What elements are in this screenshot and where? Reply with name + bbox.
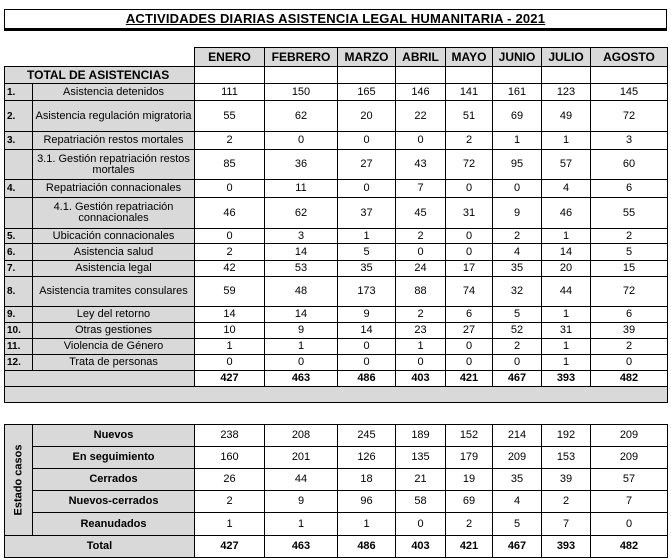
section-label: TOTAL DE ASISTENCIAS xyxy=(5,67,195,84)
activity-label: Repatriación connacionales xyxy=(33,180,195,198)
estado-value: 39 xyxy=(542,469,591,491)
header-empty-cell xyxy=(195,67,265,84)
activity-value: 17 xyxy=(446,261,493,277)
estado-value: 153 xyxy=(542,447,591,469)
activity-value: 6 xyxy=(591,180,668,198)
estado-value: 0 xyxy=(396,513,446,536)
estado-value: 209 xyxy=(493,447,542,469)
activity-label: Asistencia tramites consulares xyxy=(33,277,195,307)
activity-value: 20 xyxy=(338,101,396,132)
activity-label: Ubicación connacionales xyxy=(33,229,195,244)
activity-value: 1 xyxy=(542,355,591,371)
activity-value: 4 xyxy=(542,180,591,198)
total-value: 403 xyxy=(396,371,446,387)
activity-label: Asistencia regulación migratoria xyxy=(33,101,195,132)
activities-table xyxy=(4,47,668,403)
activity-row xyxy=(5,150,668,180)
activity-row xyxy=(5,339,668,355)
activity-value: 1 xyxy=(493,132,542,150)
estado-casos-table xyxy=(4,424,668,558)
activity-value: 146 xyxy=(396,84,446,101)
activity-value: 0 xyxy=(338,339,396,355)
activity-value: 44 xyxy=(542,277,591,307)
activity-value: 1 xyxy=(195,339,265,355)
estado-value: 57 xyxy=(591,469,668,491)
activity-value: 0 xyxy=(446,355,493,371)
activity-value: 150 xyxy=(265,84,338,101)
activity-value: 6 xyxy=(446,307,493,323)
total-value: 486 xyxy=(338,371,396,387)
month-header-row xyxy=(5,48,668,67)
estado-value: 7 xyxy=(591,491,668,513)
activity-value: 14 xyxy=(195,307,265,323)
activity-value: 0 xyxy=(591,355,668,371)
activity-row xyxy=(5,84,668,101)
activity-value: 3 xyxy=(591,132,668,150)
activity-value: 0 xyxy=(195,355,265,371)
estado-label: Nuevos-cerrados xyxy=(33,491,195,513)
activity-value: 43 xyxy=(396,150,446,180)
activity-value: 5 xyxy=(338,244,396,261)
activity-label: Asistencia legal xyxy=(33,261,195,277)
header-empty-cell xyxy=(542,67,591,84)
estado-value: 18 xyxy=(338,469,396,491)
estado-value: 208 xyxy=(265,425,338,447)
activity-number: 11. xyxy=(5,339,33,355)
activity-value: 0 xyxy=(493,355,542,371)
estado-row xyxy=(5,425,668,447)
activity-row xyxy=(5,244,668,261)
month-header: MAYO xyxy=(446,48,493,67)
estado-value: 26 xyxy=(195,469,265,491)
estado-value: 2 xyxy=(195,491,265,513)
activity-row xyxy=(5,180,668,198)
estado-value: 126 xyxy=(338,447,396,469)
activity-value: 2 xyxy=(591,229,668,244)
activity-number: 9. xyxy=(5,307,33,323)
estado-value: 189 xyxy=(396,425,446,447)
activity-value: 51 xyxy=(446,101,493,132)
activity-value: 5 xyxy=(591,244,668,261)
estado-label: En seguimiento xyxy=(33,447,195,469)
estado-value: 0 xyxy=(591,513,668,536)
activity-value: 1 xyxy=(542,339,591,355)
header-blank xyxy=(5,48,195,67)
activity-value: 9 xyxy=(493,198,542,229)
activity-value: 1 xyxy=(542,132,591,150)
activity-value: 46 xyxy=(542,198,591,229)
activity-value: 0 xyxy=(446,339,493,355)
activity-value: 55 xyxy=(591,198,668,229)
total-value: 482 xyxy=(591,371,668,387)
estado-row xyxy=(5,469,668,491)
activity-value: 2 xyxy=(591,339,668,355)
total-value: 467 xyxy=(493,371,542,387)
activity-value: 20 xyxy=(542,261,591,277)
activity-value: 74 xyxy=(446,277,493,307)
activity-value: 2 xyxy=(396,307,446,323)
activity-value: 55 xyxy=(195,101,265,132)
activity-label: 4.1. Gestión repatriación connacionales xyxy=(33,198,195,229)
activity-value: 53 xyxy=(265,261,338,277)
activity-value: 69 xyxy=(493,101,542,132)
estado-value: 35 xyxy=(493,469,542,491)
activity-value: 0 xyxy=(338,355,396,371)
activity-number: 7. xyxy=(5,261,33,277)
month-header: AGOSTO xyxy=(591,48,668,67)
header-empty-cell xyxy=(446,67,493,84)
header-empty-cell xyxy=(396,67,446,84)
activity-value: 22 xyxy=(396,101,446,132)
activity-value: 0 xyxy=(396,355,446,371)
estado-value: 214 xyxy=(493,425,542,447)
activity-value: 0 xyxy=(265,355,338,371)
separator-band xyxy=(5,387,668,403)
estado-value: 96 xyxy=(338,491,396,513)
estado-value: 58 xyxy=(396,491,446,513)
activity-value: 36 xyxy=(265,150,338,180)
activity-value: 72 xyxy=(591,277,668,307)
activity-value: 62 xyxy=(265,198,338,229)
activity-number: 10. xyxy=(5,323,33,339)
month-header: MARZO xyxy=(338,48,396,67)
month-header: JUNIO xyxy=(493,48,542,67)
estado-total-value: 467 xyxy=(493,536,542,558)
activity-value: 0 xyxy=(493,180,542,198)
activity-value: 10 xyxy=(195,323,265,339)
estado-row xyxy=(5,491,668,513)
activity-value: 31 xyxy=(542,323,591,339)
activity-value: 3 xyxy=(265,229,338,244)
activity-value: 2 xyxy=(195,244,265,261)
activity-label: Repatriación restos mortales xyxy=(33,132,195,150)
activity-value: 60 xyxy=(591,150,668,180)
activity-number: 5. xyxy=(5,229,33,244)
totals-row xyxy=(5,371,668,387)
activity-value: 2 xyxy=(446,132,493,150)
activity-value: 0 xyxy=(446,180,493,198)
estado-row xyxy=(5,513,668,536)
activity-value: 49 xyxy=(542,101,591,132)
report-title-bar xyxy=(4,9,667,31)
month-header: JULIO xyxy=(542,48,591,67)
estado-value: 238 xyxy=(195,425,265,447)
activity-row xyxy=(5,323,668,339)
estado-label: Nuevos xyxy=(33,425,195,447)
activity-value: 1 xyxy=(265,339,338,355)
estado-value: 209 xyxy=(591,447,668,469)
estado-value: 2 xyxy=(446,513,493,536)
activity-value: 0 xyxy=(195,180,265,198)
activity-value: 42 xyxy=(195,261,265,277)
estado-total-value: 421 xyxy=(446,536,493,558)
activity-value: 72 xyxy=(446,150,493,180)
estado-total-label: Total xyxy=(5,536,195,558)
activity-row xyxy=(5,229,668,244)
estado-row xyxy=(5,447,668,469)
activity-value: 1 xyxy=(338,229,396,244)
estado-value: 152 xyxy=(446,425,493,447)
estado-label: Cerrados xyxy=(33,469,195,491)
estado-value: 179 xyxy=(446,447,493,469)
activity-row xyxy=(5,307,668,323)
header-empty-cell xyxy=(265,67,338,84)
activity-value: 14 xyxy=(542,244,591,261)
separator-row xyxy=(5,387,668,403)
section-label-row xyxy=(5,67,668,84)
estado-total-value: 463 xyxy=(265,536,338,558)
total-value: 421 xyxy=(446,371,493,387)
activity-value: 145 xyxy=(591,84,668,101)
estado-total-value: 427 xyxy=(195,536,265,558)
estado-casos-label: Estado casos xyxy=(12,444,24,516)
activity-value: 46 xyxy=(195,198,265,229)
activity-value: 11 xyxy=(265,180,338,198)
activity-row xyxy=(5,277,668,307)
estado-casos-label-cell xyxy=(5,425,33,536)
total-value: 393 xyxy=(542,371,591,387)
activity-value: 2 xyxy=(195,132,265,150)
activity-row xyxy=(5,101,668,132)
activity-value: 2 xyxy=(396,229,446,244)
activity-number: 4. xyxy=(5,180,33,198)
activity-number: 2. xyxy=(5,101,33,132)
activity-value: 2 xyxy=(493,339,542,355)
activity-value: 95 xyxy=(493,150,542,180)
estado-value: 9 xyxy=(265,491,338,513)
activity-label: Violencia de Género xyxy=(33,339,195,355)
activity-value: 1 xyxy=(396,339,446,355)
activity-value: 0 xyxy=(338,180,396,198)
activity-value: 7 xyxy=(396,180,446,198)
activity-row xyxy=(5,132,668,150)
activity-value: 6 xyxy=(591,307,668,323)
activity-value: 14 xyxy=(338,323,396,339)
activity-label: Ley del retorno xyxy=(33,307,195,323)
estado-value: 160 xyxy=(195,447,265,469)
header-empty-cell xyxy=(591,67,668,84)
activity-value: 72 xyxy=(591,101,668,132)
activity-value: 14 xyxy=(265,307,338,323)
activity-value: 37 xyxy=(338,198,396,229)
activity-row xyxy=(5,198,668,229)
activity-value: 141 xyxy=(446,84,493,101)
activity-value: 0 xyxy=(446,229,493,244)
estado-value: 201 xyxy=(265,447,338,469)
estado-value: 4 xyxy=(493,491,542,513)
activity-value: 0 xyxy=(265,132,338,150)
activity-label: Asistencia salud xyxy=(33,244,195,261)
activity-value: 31 xyxy=(446,198,493,229)
estado-label: Reanudados xyxy=(33,513,195,536)
activity-value: 0 xyxy=(195,229,265,244)
totals-blank xyxy=(5,371,195,387)
activity-value: 35 xyxy=(493,261,542,277)
estado-value: 69 xyxy=(446,491,493,513)
activity-value: 48 xyxy=(265,277,338,307)
estado-value: 2 xyxy=(542,491,591,513)
estado-value: 5 xyxy=(493,513,542,536)
activity-value: 5 xyxy=(493,307,542,323)
estado-value: 1 xyxy=(338,513,396,536)
activity-value: 62 xyxy=(265,101,338,132)
activity-value: 85 xyxy=(195,150,265,180)
activity-value: 0 xyxy=(338,132,396,150)
estado-value: 44 xyxy=(265,469,338,491)
activity-value: 123 xyxy=(542,84,591,101)
activity-label: Asistencia detenidos xyxy=(33,84,195,101)
estado-value: 7 xyxy=(542,513,591,536)
activity-value: 14 xyxy=(265,244,338,261)
activity-label: Otras gestiones xyxy=(33,323,195,339)
activity-value: 39 xyxy=(591,323,668,339)
activity-value: 1 xyxy=(542,307,591,323)
activity-row xyxy=(5,261,668,277)
activity-value: 24 xyxy=(396,261,446,277)
estado-value: 1 xyxy=(195,513,265,536)
month-header: ABRIL xyxy=(396,48,446,67)
activity-number: 1. xyxy=(5,84,33,101)
estado-value: 1 xyxy=(265,513,338,536)
estado-value: 192 xyxy=(542,425,591,447)
estado-total-value: 393 xyxy=(542,536,591,558)
header-empty-cell xyxy=(493,67,542,84)
month-header: ENERO xyxy=(195,48,265,67)
activity-value: 32 xyxy=(493,277,542,307)
estado-value: 19 xyxy=(446,469,493,491)
activity-value: 45 xyxy=(396,198,446,229)
activity-value: 0 xyxy=(396,244,446,261)
activity-value: 9 xyxy=(265,323,338,339)
activity-value: 111 xyxy=(195,84,265,101)
activity-number xyxy=(5,150,33,180)
activity-value: 173 xyxy=(338,277,396,307)
activity-value: 4 xyxy=(493,244,542,261)
estado-value: 21 xyxy=(396,469,446,491)
activity-value: 88 xyxy=(396,277,446,307)
activity-value: 59 xyxy=(195,277,265,307)
estado-total-value: 482 xyxy=(591,536,668,558)
activity-row xyxy=(5,355,668,371)
month-header: FEBRERO xyxy=(265,48,338,67)
estado-value: 245 xyxy=(338,425,396,447)
activity-value: 161 xyxy=(493,84,542,101)
activity-value: 27 xyxy=(446,323,493,339)
estado-total-value: 486 xyxy=(338,536,396,558)
estado-total-value: 403 xyxy=(396,536,446,558)
activity-value: 57 xyxy=(542,150,591,180)
total-value: 427 xyxy=(195,371,265,387)
activity-number: 3. xyxy=(5,132,33,150)
activity-number: 12. xyxy=(5,355,33,371)
estado-total-row xyxy=(5,536,668,558)
activity-value: 0 xyxy=(396,132,446,150)
activity-value: 35 xyxy=(338,261,396,277)
estado-value: 135 xyxy=(396,447,446,469)
activity-value: 15 xyxy=(591,261,668,277)
activity-label: 3.1. Gestión repatriación restos mortales xyxy=(33,150,195,180)
activity-value: 165 xyxy=(338,84,396,101)
total-value: 463 xyxy=(265,371,338,387)
activity-label: Trata de personas xyxy=(33,355,195,371)
header-empty-cell xyxy=(338,67,396,84)
activity-number: 8. xyxy=(5,277,33,307)
activity-value: 27 xyxy=(338,150,396,180)
estado-value: 209 xyxy=(591,425,668,447)
report-title: ACTIVIDADES DIARIAS ASISTENCIA LEGAL HUMANITARIA - 2021 xyxy=(125,11,546,26)
activity-value: 2 xyxy=(493,229,542,244)
activity-value: 23 xyxy=(396,323,446,339)
activity-value: 1 xyxy=(542,229,591,244)
activity-number: 6. xyxy=(5,244,33,261)
activity-number xyxy=(5,198,33,229)
activity-value: 52 xyxy=(493,323,542,339)
activity-value: 0 xyxy=(446,244,493,261)
activity-value: 9 xyxy=(338,307,396,323)
